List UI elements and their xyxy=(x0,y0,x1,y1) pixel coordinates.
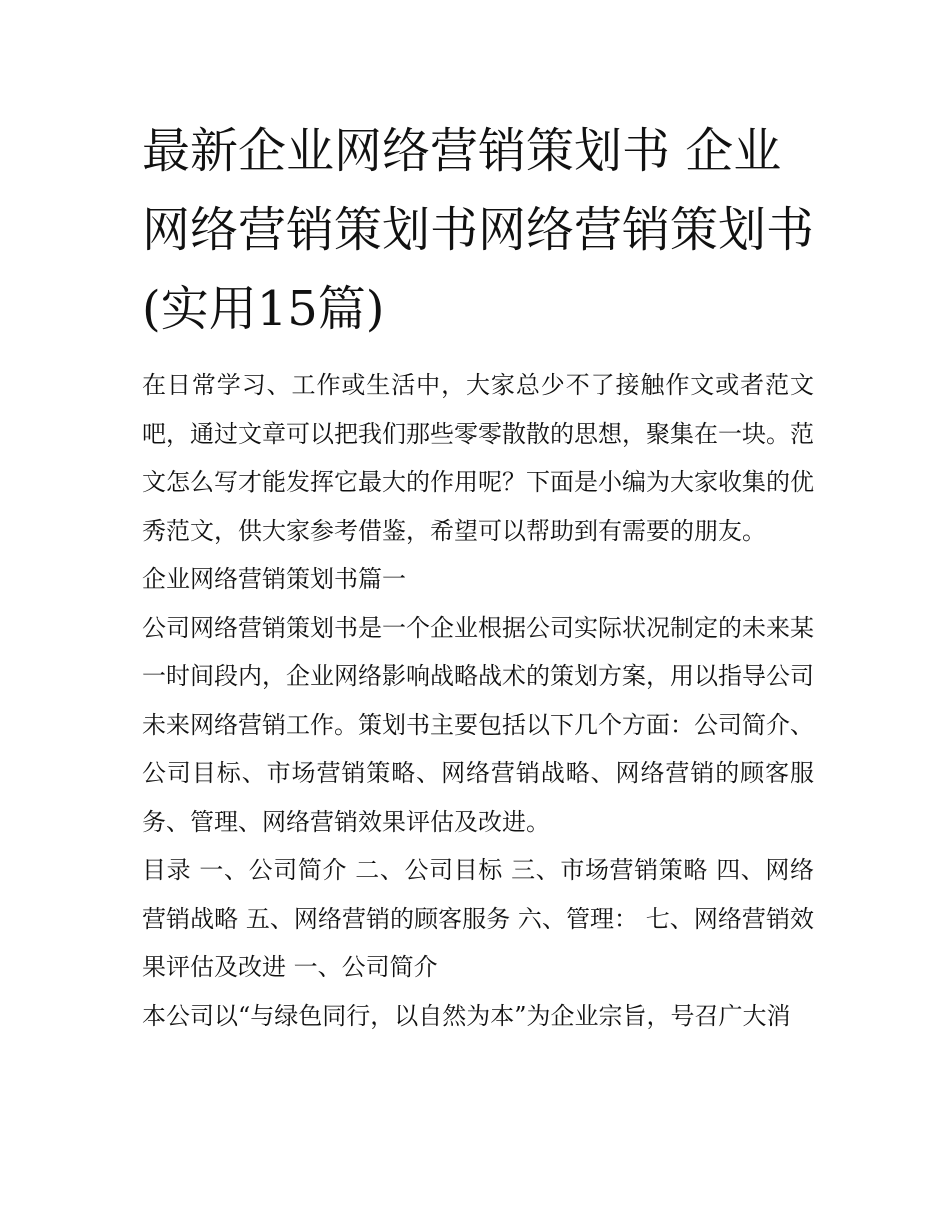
document-title: 最新企业网络营销策划书 企业网络营销策划书网络营销策划书(实用15篇) xyxy=(142,123,815,337)
section-heading: 企业网络营销策划书篇一 xyxy=(142,565,406,593)
document-page xyxy=(142,112,814,1040)
body-paragraph: 公司网络营销策划书是一个企业根据公司实际状况制定的未来某一时间段内，企业网络影响战略战术的策划方案，用以指导公司未来网络营销工作。策划书主要包括以下几个方面：公司简介、公司目标、市场营销策略、网络营销战略、网络营销的顾客服务、管理、网络营销效果评估及改进。 xyxy=(142,613,814,836)
intro-paragraph: 在日常学习、工作或生活中，大家总少不了接触作文或者范文吧，通过文章可以把我们那些零零散散的思想，聚集在一块。范文怎么写才能发挥它最大的作用呢？下面是小编为大家收集的优秀范文，供大家参考借鉴，希望可以帮助到有需要的朋友。 xyxy=(142,371,814,545)
table-of-contents: 目录 一、公司简介 二、公司目标 三、市场营销策略 四、网络营销战略 五、网络营销的顾客服务 六、管理： 七、网络营销效果评估及改进 一、公司简介 xyxy=(142,856,814,981)
body-paragraph-2: 本公司以“与绿色同行，以自然为本”为企业宗旨，号召广大消 xyxy=(142,1001,791,1030)
